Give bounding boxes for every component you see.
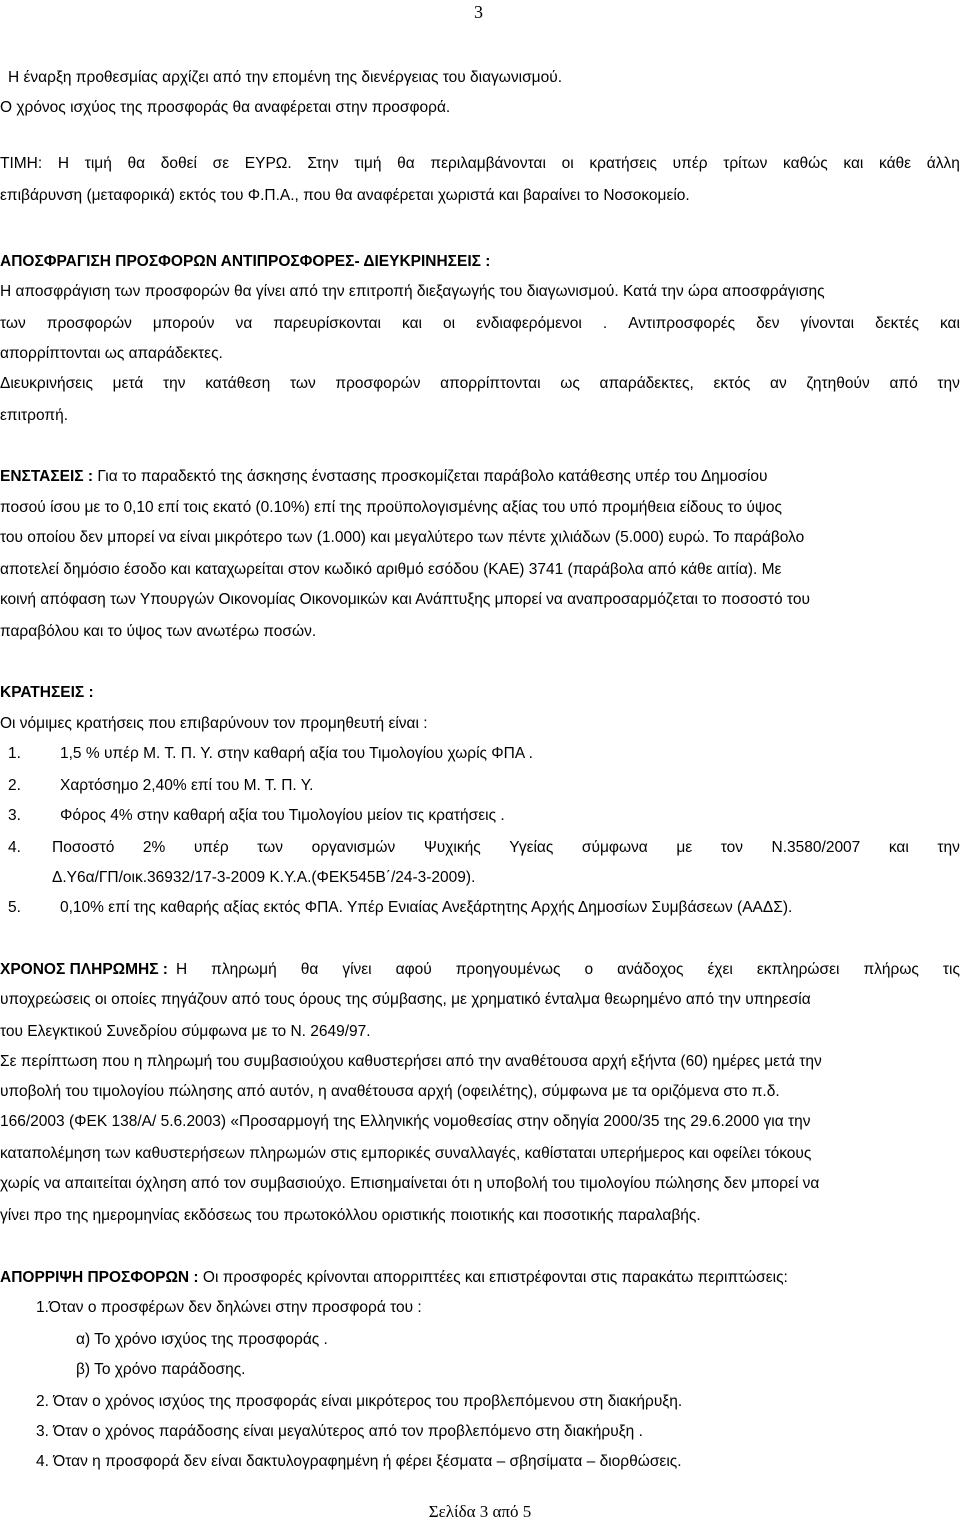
word: μπορούν <box>152 315 215 332</box>
deduction-item <box>8 898 792 918</box>
word: υπέρ <box>193 839 229 856</box>
objections-line-5: κοινή απόφαση των Υπουργών Οικονομίας Οικονομικών και Ανάπτυξης μπορεί να αναπροσαρμόζεται το ποσοστό του <box>0 591 810 608</box>
word: την <box>163 375 186 392</box>
deductions-intro: Οι νόμιμες κρατήσεις που επιβαρύνουν τον προμηθευτή είναι : <box>0 715 428 732</box>
word: δοθεί <box>160 155 197 172</box>
deduction-item-text: Χαρτόσημο 2,40% επί του Μ. Τ. Π. Υ. <box>60 777 314 794</box>
unsealing-line-2 <box>0 314 960 334</box>
rejection-item-2: 2. Όταν ο χρόνος ισχύος της προσφοράς είναι μικρότερος του προβλεπόμενου στη διακήρυξη. <box>36 1393 683 1410</box>
word: ανάδοχος <box>617 961 684 978</box>
word: αφού <box>395 961 432 978</box>
word: Ν.3580/2007 <box>771 839 861 856</box>
payment-line-3: του Ελεγκτικού Συνεδρίου σύμφωνα με το Ν. 2649/97. <box>0 1023 371 1040</box>
payment-line-9: γίνει προ της ημερομηνίας εκδόσεως του πρωτοκόλλου οριστικής ποιοτικής και ποσοτικής παραλαβής. <box>0 1207 701 1224</box>
word: και <box>888 839 909 856</box>
word: . <box>602 315 608 332</box>
word: απαράδεκτες, <box>599 375 694 392</box>
word: να <box>235 315 253 332</box>
word: καθώς <box>783 155 828 172</box>
word: Διευκρινήσεις <box>0 375 93 392</box>
payment-line-6: 166/2003 (ΦΕΚ 138/Α/ 5.6.2003) «Προσαρμογή της Ελληνικής νομοθεσίας στην οδηγία 2000/35 της 29.6.2000 για την <box>0 1113 811 1130</box>
word: των <box>257 839 284 856</box>
word: γίνονται <box>800 315 855 332</box>
word: κάθε <box>879 155 912 172</box>
intro-line-2: Ο χρόνος ισχύος της προσφοράς θα αναφέρεται στην προσφορά. <box>0 99 451 116</box>
unsealing-line-4 <box>0 374 960 394</box>
word: ΤΙΜΗ: <box>0 155 43 172</box>
word: σε <box>212 155 230 172</box>
payment-line-7: καταπολέμηση των καθυστερήσεων πληρωμών στις εμπορικές συναλλαγές, καθίσταται υπερήμερος και οφείλει τόκους <box>0 1145 812 1162</box>
word: απορρίπτονται <box>440 375 541 392</box>
word: από <box>889 375 918 392</box>
word: γίνει <box>342 961 372 978</box>
word: Αντιπροσφορές <box>628 315 736 332</box>
word: οι <box>561 155 574 172</box>
word: θα <box>300 961 319 978</box>
payment-label: ΧΡΟΝΟΣ ΠΛΗΡΩΜΗΣ : <box>0 961 168 978</box>
objections-line-1-text: Για το παραδεκτό της άσκησης ένστασης προσκομίζεται παράβολο κατάθεσης υπέρ του Δημοσίου <box>97 468 768 485</box>
payment-line-1-text <box>176 960 960 980</box>
word: οι <box>443 315 456 332</box>
word: των <box>289 375 316 392</box>
word: των <box>0 315 26 332</box>
word: έχει <box>707 961 733 978</box>
word: κατάθεση <box>205 375 271 392</box>
word: ως <box>560 375 580 392</box>
rejection-item-3: 3. Όταν ο χρόνος παράδοσης είναι μεγαλύτερος από τον προβλεπόμενο στη διακήρυξη . <box>36 1423 643 1440</box>
word: προηγουμένως <box>455 961 561 978</box>
deduction-item-4-line-1 <box>52 838 960 858</box>
word: προσφορών <box>335 375 421 392</box>
deduction-item-number: 5. <box>8 899 21 916</box>
word: Η <box>175 961 188 978</box>
word: εκπληρώσει <box>756 961 840 978</box>
deduction-item-4-line-2: Δ.Υ6α/ΓΠ/οικ.36932/17-3-2009 Κ.Υ.Α.(ΦΕΚ545Β΄/24-3-2009). <box>52 869 476 886</box>
deduction-item-number: 1. <box>8 745 21 762</box>
rejection-item-1a: α) Το χρόνο ισχύος της προσφοράς . <box>76 1331 328 1348</box>
rejection-item-4: 4. Όταν η προσφορά δεν είναι δακτυλογραφημένη ή φέρει ξέσματα – σβησίματα – διορθώσεις. <box>36 1453 682 1470</box>
word: Η <box>57 155 70 172</box>
intro-line-1: Η έναρξη προθεσμίας αρχίζει από την επομένη της διενέργειας του διαγωνισμού. <box>8 69 563 86</box>
word: μετά <box>112 375 144 392</box>
deduction-item-number: 4. <box>8 839 21 856</box>
word: την <box>937 375 960 392</box>
word: οργανισμών <box>311 839 396 856</box>
word: με <box>676 839 693 856</box>
deduction-item <box>8 744 533 764</box>
unsealing-line-3: απορρίπτονται ως απαράδεκτες. <box>0 345 223 362</box>
word: θα <box>397 155 415 172</box>
word: Ποσοστό <box>52 839 115 856</box>
objections-line-4: αποτελεί δημόσιο έσοδο και καταχωρείται στον κωδικό αριθμό εσόδου (ΚΑΕ) 3741 (παράβολα από κάθε αιτία). Με <box>0 561 782 578</box>
word: και <box>939 315 960 332</box>
word: τον <box>720 839 743 856</box>
rejection-label: ΑΠΟΡΡΙΨΗ ΠΡΟΣΦΟΡΩΝ : <box>0 1269 199 1286</box>
objections-line-6: παραβόλου και το ύψος των ανωτέρω ποσών. <box>0 623 317 640</box>
word: παρευρίσκονται <box>273 315 382 332</box>
word: πληρωμή <box>211 961 277 978</box>
word: πλήρως <box>863 961 919 978</box>
word: τιμή <box>84 155 112 172</box>
word: κρατήσεις <box>589 155 658 172</box>
payment-line-2: υποχρεώσεις οι οποίες πηγάζουν από τους όρους της σύμβασης, με χρηματικό ένταλμα θεωρημένο από την υπηρεσία <box>0 991 811 1008</box>
word: ενδιαφερόμενοι <box>476 315 582 332</box>
deduction-item-number: 3. <box>8 807 21 824</box>
word: δεκτές <box>875 315 919 332</box>
price-line-2: επιβάρυνση (μεταφορικά) εκτός του Φ.Π.Α., που θα αναφέρεται χωριστά και βαραίνει το Νοσοκομείο. <box>0 187 690 204</box>
word: ΕΥΡΩ. <box>244 155 292 172</box>
word: περιλαμβάνονται <box>430 155 546 172</box>
word: 2% <box>142 839 166 856</box>
word: άλλη <box>926 155 960 172</box>
payment-line-8: χωρίς να απαιτείται όχληση από τον συμβασιούχο. Επισημαίνεται ότι η υποβολή του τιμολογίου πώλησης δεν μπορεί να <box>0 1175 820 1192</box>
word: αν <box>769 375 787 392</box>
deduction-item-text: Φόρος 4% στην καθαρή αξία του Τιμολογίου μείον τις κρατήσεις . <box>60 807 505 824</box>
objections-line-2: ποσού ίσου με το 0,10 επί τοις εκατό (0.10%) επί της προϋπολογισμένης αξίας του υπό προμήθεια είδους το ύψος <box>0 499 782 516</box>
payment-line-5: υποβολή του τιμολογίου πώλησης από αυτόν, η αναθέτουσα αρχή (οφειλέτης), σύμφωνα με τα οριζόμενα στο π.δ. <box>0 1083 780 1100</box>
page-footer: Σελίδα 3 από 5 <box>428 1502 532 1521</box>
payment-line-1 <box>0 960 960 980</box>
deduction-item-text: 1,5 % υπέρ Μ. Τ. Π. Υ. στην καθαρή αξία του Τιμολογίου χωρίς ΦΠΑ . <box>60 745 533 762</box>
deduction-item-number: 2. <box>8 777 21 794</box>
price-line-1 <box>0 154 960 174</box>
word: την <box>937 839 960 856</box>
word: ζητηθούν <box>806 375 870 392</box>
rejection-item-1b: β) Το χρόνο παράδοσης. <box>76 1361 246 1378</box>
deduction-item <box>8 776 313 796</box>
deductions-heading: ΚΡΑΤΗΣΕΙΣ : <box>0 684 94 701</box>
unsealing-heading: ΑΠΟΣΦΡΑΓΙΣΗ ΠΡΟΣΦΟΡΩΝ ΑΝΤΙΠΡΟΣΦΟΡΕΣ- ΔΙΕΥΚΡΙΝΗΣΕΙΣ : <box>0 253 491 270</box>
word: τρίτων <box>723 155 768 172</box>
rejection-item-1: 1.Όταν ο προσφέρων δεν δηλώνει στην προσφορά του : <box>36 1299 422 1316</box>
word: σύμφωνα <box>581 839 648 856</box>
word: και <box>402 315 422 332</box>
objections-label: ΕΝΣΤΑΣΕΙΣ : <box>0 468 94 485</box>
word: υπέρ <box>672 155 708 172</box>
deduction-item-text: 0,10% επί της καθαρής αξίας εκτός ΦΠΑ. Υπέρ Ενιαίας Ανεξάρτητης Αρχής Δημοσίων Συμβάσεων (ΑΑΔΣ). <box>60 899 793 916</box>
page-number: 3 <box>474 2 483 22</box>
word: θα <box>127 155 146 172</box>
word: δεν <box>756 315 780 332</box>
word: Στην <box>307 155 339 172</box>
word: τιμή <box>354 155 382 172</box>
payment-line-4: Σε περίπτωση που η πληρωμή του συμβασιούχου καθυστερήσει από την αναθέτουσα αρχή εξήντα (60) ημέρες μετά την <box>0 1053 822 1070</box>
unsealing-line-5: επιτροπή. <box>0 407 69 424</box>
rejection-line-1-text: Οι προσφορές κρίνονται απορριπτέες και επιστρέφονται στις παρακάτω περιπτώσεις: <box>198 1269 788 1286</box>
word: και <box>843 155 864 172</box>
word: Ψυχικής <box>423 839 481 856</box>
word: εκτός <box>713 375 751 392</box>
word: ο <box>584 961 594 978</box>
word: τις <box>942 961 960 978</box>
deduction-item <box>8 806 505 826</box>
objections-line-3: του οποίου δεν μπορεί να είναι μικρότερο των (1.000) και μεγαλύτερο των πέντε χιλιάδων (5.000) ευρώ. Το παράβολο <box>0 529 805 546</box>
objections-line-1 <box>0 467 767 487</box>
rejection-line-1 <box>0 1268 788 1288</box>
word: Υγείας <box>509 839 554 856</box>
word: προσφορών <box>46 315 132 332</box>
unsealing-line-1: Η αποσφράγιση των προσφορών θα γίνει από την επιτροπή διεξαγωγής του διαγωνισμού. Κατά την ώρα αποσφράγισης <box>0 283 825 300</box>
